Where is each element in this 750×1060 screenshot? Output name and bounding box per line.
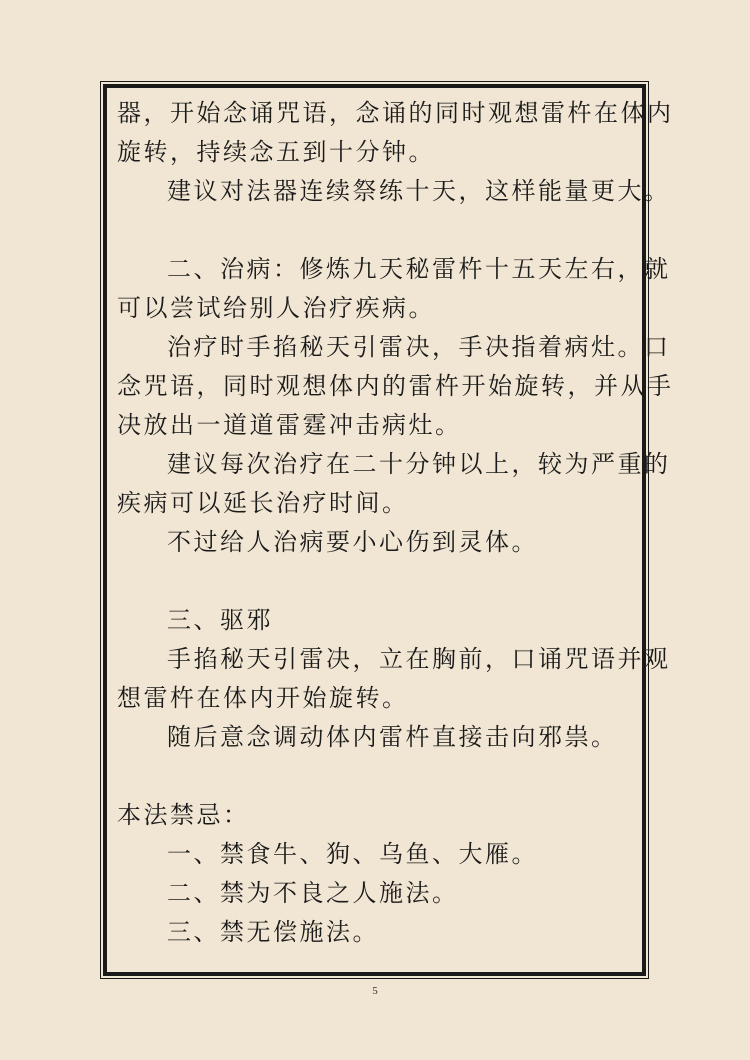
text-line: 器，开始念诵咒语，念诵的同时观想雷杵在体内 (117, 99, 674, 127)
paragraph-gap (117, 757, 634, 796)
text-line: 随后意念调动体内雷杵直接击向邪祟。 (167, 723, 618, 751)
paragraph-gap (117, 562, 634, 601)
taboo-item: 三、禁无偿施法。 (167, 918, 379, 946)
page-border-frame (103, 84, 674, 976)
document-body (117, 94, 674, 952)
text-line: 建议每次治疗在二十分钟以上，较为严重的 (167, 450, 671, 478)
text-line: 想雷杵在体内开始旋转。 (117, 684, 409, 712)
section-heading-taboos: 本法禁忌： (117, 801, 250, 829)
text-line: 治疗时手掐秘天引雷决，手决指着病灶。口 (167, 333, 671, 361)
taboo-item: 二、禁为不良之人施法。 (167, 879, 459, 907)
text-line: 决放出一道道雷霆冲击病灶。 (117, 411, 462, 439)
paragraph-gap (117, 211, 634, 250)
text-line: 不过给人治病要小心伤到灵体。 (167, 528, 538, 556)
text-line: 建议对法器连续祭练十天，这样能量更大。 (167, 177, 671, 205)
section-heading-healing: 二、治病：修炼九天秘雷杵十五天左右，就 (167, 255, 671, 283)
page-number: 5 (372, 985, 378, 997)
text-line: 疾病可以延长治疗时间。 (117, 489, 409, 517)
text-line: 念咒语，同时观想体内的雷杵开始旋转，并从手 (117, 372, 674, 400)
taboo-item: 一、禁食牛、狗、乌鱼、大雁。 (167, 840, 538, 868)
section-heading-exorcism: 三、驱邪 (167, 606, 273, 634)
text-line: 手掐秘天引雷决，立在胸前，口诵咒语并观 (167, 645, 671, 673)
text-line: 可以尝试给别人治疗疾病。 (117, 294, 435, 322)
text-line: 旋转，持续念五到十分钟。 (117, 138, 435, 166)
